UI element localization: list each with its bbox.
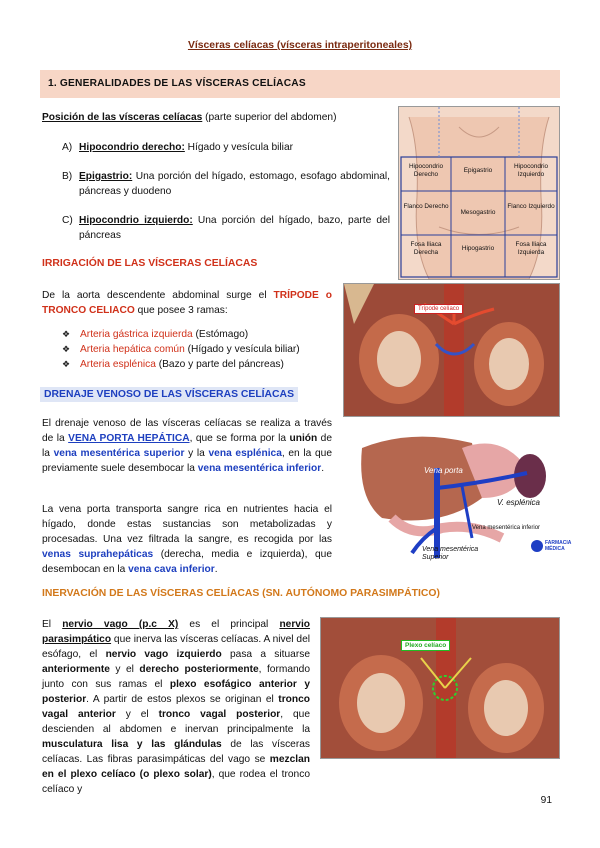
region-label: Hipocondrio Derecho <box>408 163 444 178</box>
inervacion-heading: INERVACIÓN DE LAS VÍSCERAS CELÍACAS (SN. AUTÓNOMO PARASIMPÁTICO) <box>42 588 440 599</box>
drenaje-p2: La vena porta transporta sangre rica en nutrientes hacia el hígado, donde estas sustancias son metabolizadas y procesadas. Una vez filtrada la sangre, es recogida por las venas suprahepáticas (derecha, media e izquierda), que desembocan en la vena cava inferior. <box>42 504 332 575</box>
image-label: V. esplénica <box>497 498 540 507</box>
logo: FARMACIA MÉDICA <box>545 540 572 552</box>
drenaje-heading: DRENAJE VENOSO DE LAS VÍSCERAS CELÍACAS <box>40 387 298 402</box>
image-label: Vena mesentérica Superior <box>422 546 479 561</box>
region-label: Hipogastrio <box>461 245 495 252</box>
image-label: Plexo celíaco <box>401 640 450 651</box>
region-label: Fosa Iliaca Izquierda <box>515 241 547 256</box>
region-list: A) Hipocondrio derecho: Hígado y vesícula biliar B) Epigastrio: Una porción del hígado, estomago, esofago abdominal, páncreas y duodeno C) Hipocondrio izquierdo: Una porción del hígado, bazo, parte del páncreas <box>62 142 390 241</box>
region-label: Mesogastrio <box>460 209 496 216</box>
abdominal-regions-image <box>398 106 560 280</box>
posicion-heading: Posición de las vísceras celíacas (parte superior del abdomen) <box>42 112 337 123</box>
image-label: Vena porta <box>424 466 463 475</box>
irrigacion-heading: IRRIGACIÓN DE LAS VÍSCERAS CELÍACAS <box>42 258 258 269</box>
image-label: Trípode celíaco <box>414 304 463 314</box>
document-title: Vísceras celíacas (vísceras intraperitoneales) <box>187 40 413 51</box>
celiac-trunk-image <box>343 283 560 417</box>
portal-vein-image <box>352 428 572 568</box>
section-header: 1. GENERALIDADES DE LAS VÍSCERAS CELÍACAS <box>40 70 560 98</box>
region-label: Fosa Iliaca Derecha <box>410 241 442 256</box>
drenaje-p1: El drenaje venoso de las vísceras celíacas se realiza a través de la VENA PORTA HEPÁTICA, que se forma por la unión de la vena mesentérica superior y la vena esplénica, en la que previamente suele desembocar la vena mesentérica inferior. <box>42 418 333 474</box>
region-label: Epigastrio <box>463 167 493 174</box>
image-label: Vena mesentérica inferior <box>472 525 541 531</box>
region-label: Flanco Derecho <box>403 203 449 210</box>
ramas-list: ❖ Arteria gástrica izquierda (Estómago) ❖ Arteria hepática común (Hígado y vesícula biliar) ❖ Arteria esplénica (Bazo y parte del páncreas) <box>80 327 340 372</box>
irrigacion-intro: De la aorta descendente abdominal surge el TRÍPODE o TRONCO CELIACO que posee 3 ramas: <box>42 290 332 316</box>
region-label: Flanco Izquierdo <box>507 203 555 210</box>
page-number: 91 <box>540 795 552 806</box>
region-label: Hipocondrio Izquierdo <box>513 163 549 178</box>
inervacion-text: El nervio vago (p.c X) es el principal nervio parasimpático que inerva las vísceras celíacas. A nivel del esófago, el nervio vago izquierdo pasa a situarse anteriormente y el derecho posteriormente, formando junto con sus ramas el plexo esofágico anterior y posterior. A partir de estos plexos se originan el tronco vagal anterior y el tronco vagal posterior, que descienden al abdomen e inervan principalmente la musculatura lisa y las glándulas de las vísceras celíacas. Las fibras parasimpáticas del vago se mezclan en el plexo celíaco (o plexo solar), que rodea el tronco celíaco y <box>42 619 311 795</box>
celiac-plexus-image <box>320 617 560 759</box>
